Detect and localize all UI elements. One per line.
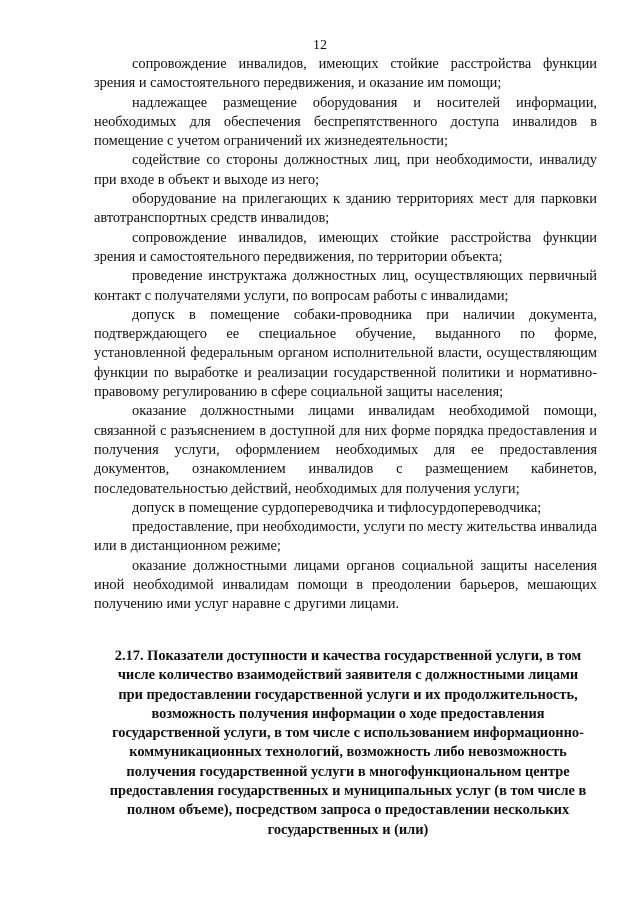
paragraph: допуск в помещение сурдопереводчика и тифлосурдопереводчика; <box>132 499 542 516</box>
paragraph: надлежащее размещение оборудования и носителей информации, необходимых для обеспечения беспрепятственного доступа инвалидов в помещение с учетом ограничений их жизнедеятельности; <box>94 94 597 150</box>
body-text <box>94 55 597 615</box>
paragraph: сопровождение инвалидов, имеющих стойкие расстройства функции зрения и самостоятельного передвижения, и оказание им помощи; <box>94 56 597 92</box>
paragraph: проведение инструктажа должностных лиц, осуществляющих первичный контакт с получателями услуги, по вопросам работы с инвалидами; <box>94 268 597 304</box>
paragraph: предоставление, при необходимости, услуги по месту жительства инвалида или в дистанционном режиме; <box>94 519 597 555</box>
paragraph: содействие со стороны должностных лиц, при необходимости, инвалиду при входе в объект и выходе из него; <box>94 152 597 188</box>
page-number: 12 <box>313 38 327 53</box>
section-heading: 2.17. Показатели доступности и качества государственной услуги, в том числе количество взаимодействий заявителя с должностными лицами при предоставлении государственной услуги и их продолжительность, возможность получения информации о ходе предоставления государственной услуги, в том числе с использованием информационно-коммуникационных технологий, возможность либо невозможность получения государственной услуги в многофункциональном центре предоставления государственных и муниципальных услуг (в том числе в полном объеме), посредством запроса о предоставлении нескольких государственных и (или) <box>109 648 587 838</box>
paragraph: допуск в помещение собаки-проводника при наличии документа, подтверждающего ее специальное обучение, выданного по форме, установленной федеральным органом исполнительной власти, осуществляющим функции по выработке и реализации государственной политики и нормативно-правовому регулированию в сфере социальной защиты населения; <box>94 306 597 401</box>
paragraph: оказание должностными лицами инвалидам необходимой помощи, связанной с разъяснением в доступной для них форме порядка предоставления и получения услуги, оформлением необходимых для ее предоставления документов, ознакомлением инвалидов с размещением кабинетов, последовательностью действий, необходимых для получения услуги; <box>94 403 597 497</box>
paragraph: оборудование на прилегающих к зданию территориях мест для парковки автотранспортных средств инвалидов; <box>94 191 597 227</box>
paragraph: оказание должностными лицами органов социальной защиты населения иной необходимой инвалидам помощи в преодолении барьеров, мешающих получению ими услуг наравне с другими лицами. <box>94 557 597 613</box>
paragraph: сопровождение инвалидов, имеющих стойкие расстройства функции зрения и самостоятельного передвижения, по территории объекта; <box>94 229 597 265</box>
